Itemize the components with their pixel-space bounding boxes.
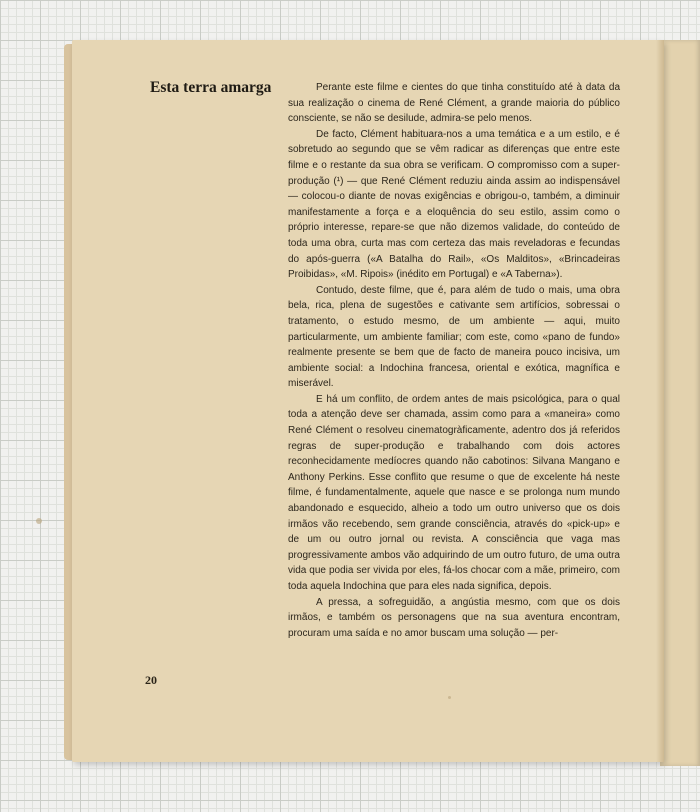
paper-stain (36, 518, 42, 524)
page-number: 20 (145, 673, 157, 687)
article-body (288, 80, 620, 641)
page-gutter (656, 40, 664, 762)
facing-page-edge (660, 40, 700, 766)
paragraph: Perante este filme e cientes do que tinha constituído até à data da sua realização o cinema de René Clément, a grande maioria do público consciente, se não se desilude, admira-se pelo menos. (288, 82, 620, 125)
paragraph: Contudo, deste filme, que é, para além de tudo o mais, uma obra bela, rica, plena de sugestões e cativante sem artifícios, sobressai o tratamento, o estudo mesmo, de um ambiente — aqui, muito particularmente, um ambiente familiar; com este, como «pano de fundo» realmente presente se bem que de facto de maneira pouco incisiva, um ambiente social: a Indochina francesa, oriental e exótica, magnífica e miserável. (288, 284, 620, 390)
paragraph: A pressa, a sofreguidão, a angústia mesmo, com que os dois irmãos, e também os personagens que na sua aventura encontram, procuram uma saída e no amor buscam uma solução — per- (288, 596, 620, 639)
paragraph: E há um conflito, de ordem antes de mais psicológica, para o qual toda a atenção deve ser chamada, assim como para a «maneira» como René Clément o resolveu cinematogràficamente, adentro dos já referidos regras de super-produção e trabalhando com dois actores reconhecidamente medíocres quando não cabotinos: Silvana Mangano e Anthony Perkins. Esse conflito que resume o que de excelente há neste filme, é fundamentalmente, aquele que nasce e se prolonga num mundo abandonado e esquecido, alheio a todo um outro universo que os dois irmãos vão recebendo, sem grande consciência, através do «pick-up» e de um ou outro jornal ou revista. A consciência que vaga mas progressivamente ambos vão adquirindo de um outro futuro, de uma outra vida que podia ser vivida por eles, fá-los chocar com a mãe, primeiro, com toda aquela Indochina que para eles nada significa, depois. (288, 393, 620, 592)
article-title: Esta terra amarga (150, 79, 272, 96)
paper-stain (448, 696, 451, 699)
paragraph: De facto, Clément habituara-nos a uma temática e a um estilo, e é sobretudo ao segundo que se vêm radicar as diferenças que entre este filme e o restante da sua obra se verificam. O compromisso com a super-produção (¹) — que René Clément reduziu ainda assim ao indispensável — colocou-o diante de novas exigências e obrigou-o, também, a diminuir manifestamente a força e a eloquência do seu estilo, assim como o próprio interesse, repare-se que não dizemos validade, do conteúdo de toda uma obra, curta mas com certeza das mais reveladoras e fecundas do após-guerra («A Batalha do Rail», «Os Malditos», «Brincadeiras Proibidas», «M. Ripois» (inédito em Portugal) e «A Taberna»). (288, 128, 620, 281)
